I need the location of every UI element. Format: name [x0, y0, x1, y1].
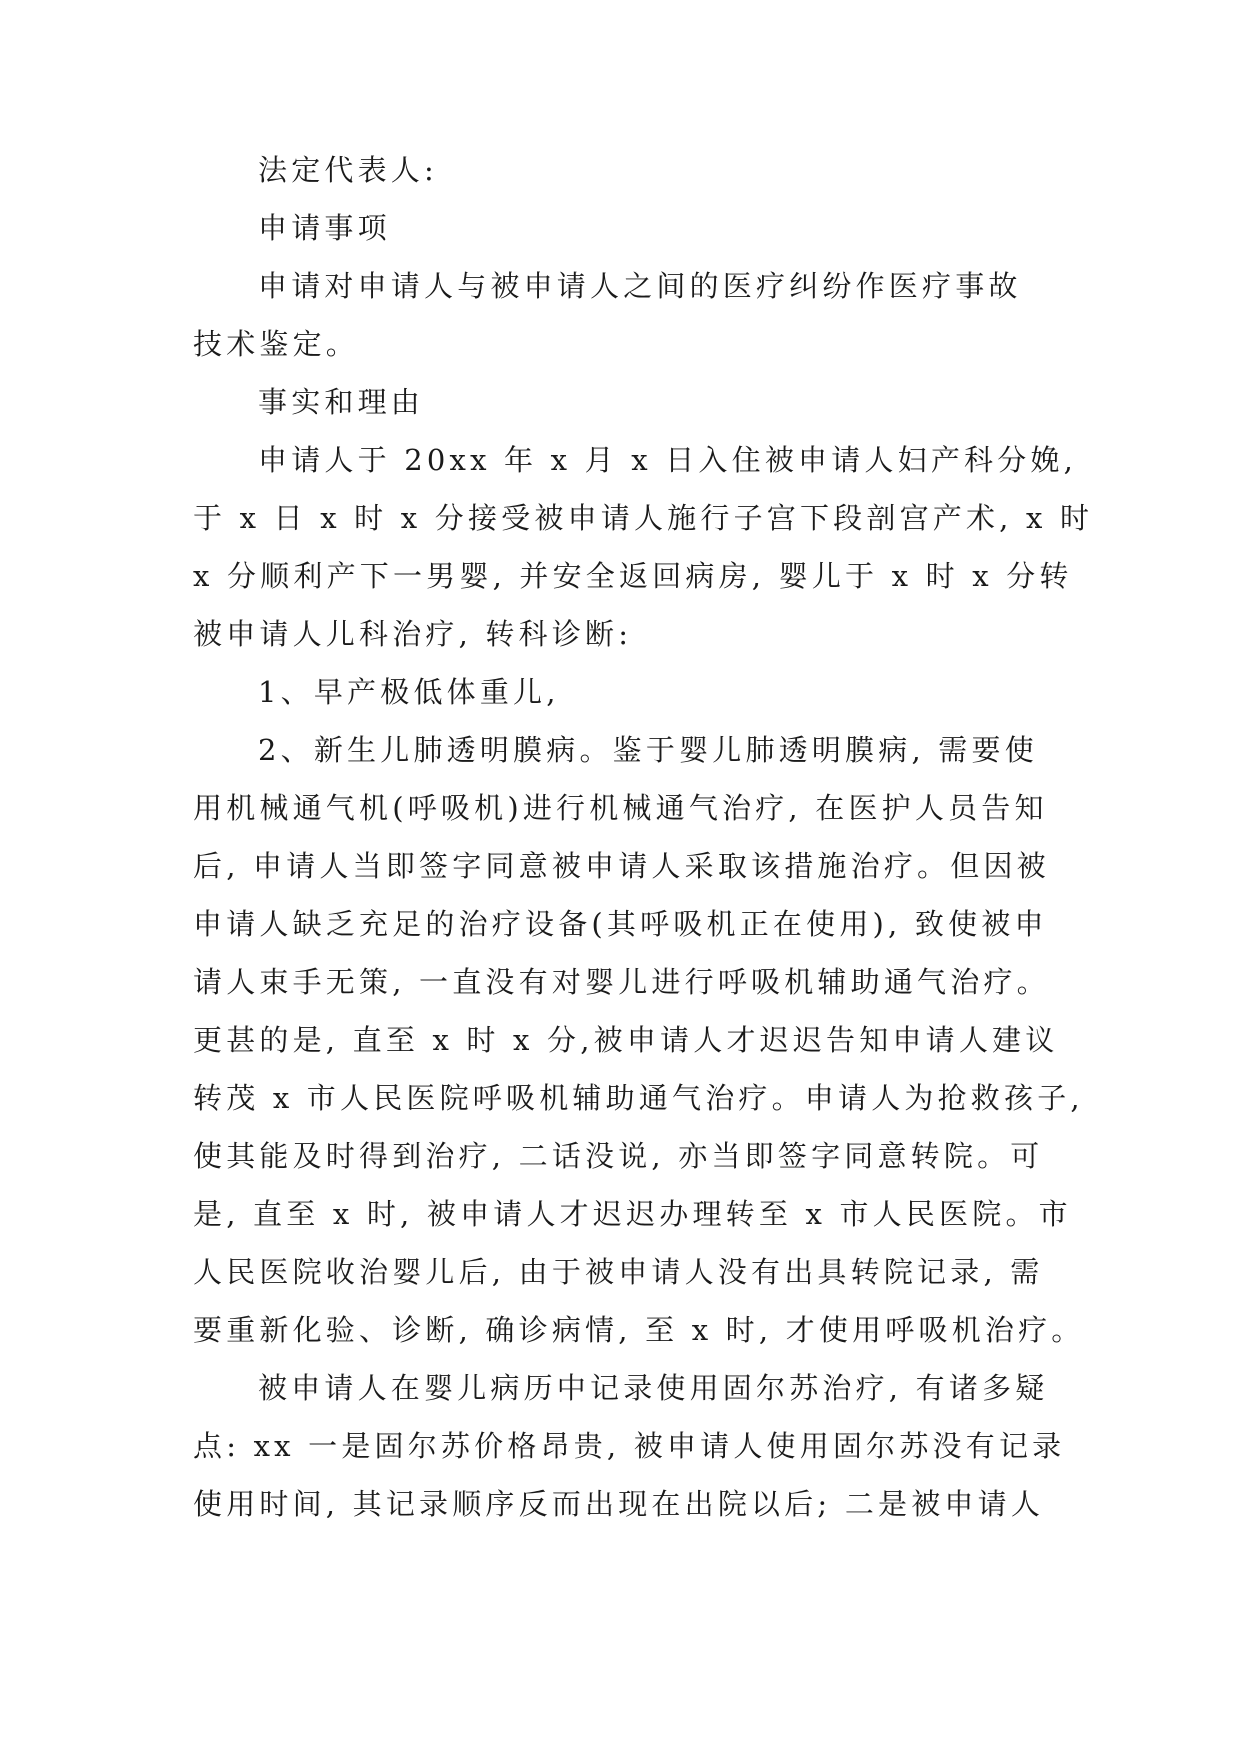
text-line: 人民医院收治婴儿后, 由于被申请人没有出具转院记录, 需 — [193, 1255, 1044, 1289]
text-line: 于 x 日 x 时 x 分接受被申请人施行子宫下段剖宫产术, x 时 — [193, 501, 1094, 535]
text-line: 是, 直至 x 时, 被申请人才迟迟办理转至 x 市人民医院。市 — [193, 1197, 1072, 1231]
text-line: 要重新化验、诊断, 确诊病情, 至 x 时, 才使用呼吸机治疗。 — [193, 1313, 1085, 1347]
text-line: 事实和理由 — [258, 385, 425, 419]
text-line: 后, 申请人当即签字同意被申请人采取该措施治疗。但因被 — [193, 849, 1050, 883]
text-line: 更甚的是, 直至 x 时 x 分,被申请人才迟迟告知申请人建议 — [193, 1023, 1059, 1057]
text-line: x 分顺利产下一男婴, 并安全返回病房, 婴儿于 x 时 x 分转 — [193, 559, 1073, 593]
text-line: 申请对申请人与被申请人之间的医疗纠纷作医疗事故 — [258, 269, 1022, 303]
text-line: 使其能及时得到治疗, 二话没说, 亦当即签字同意转院。可 — [193, 1139, 1044, 1173]
text-line: 技术鉴定。 — [193, 327, 360, 361]
text-line: 用机械通气机(呼吸机)进行机械通气治疗, 在医护人员告知 — [193, 791, 1048, 825]
text-line: 申请事项 — [258, 211, 391, 245]
text-line: 1、早产极低体重儿, — [258, 675, 560, 709]
text-line: 2、新生儿肺透明膜病。鉴于婴儿肺透明膜病, 需要使 — [258, 733, 1038, 767]
text-line: 申请人缺乏充足的治疗设备(其呼吸机正在使用), 致使被申 — [193, 907, 1048, 941]
text-line: 法定代表人: — [258, 153, 438, 187]
text-line: 请人束手无策, 一直没有对婴儿进行呼吸机辅助通气治疗。 — [193, 965, 1050, 999]
text-line: 被申请人在婴儿病历中记录使用固尔苏治疗, 有诸多疑 — [258, 1371, 1049, 1405]
text-line: 被申请人儿科治疗, 转科诊断: — [193, 617, 633, 651]
text-line: 使用时间, 其记录顺序反而出现在出院以后; 二是被申请人 — [193, 1487, 1045, 1521]
text-line: 点: xx 一是固尔苏价格昂贵, 被申请人使用固尔苏没有记录 — [193, 1429, 1066, 1463]
text-line: 转茂 x 市人民医院呼吸机辅助通气治疗。申请人为抢救孩子, — [193, 1081, 1084, 1115]
text-line: 申请人于 20xx 年 x 月 x 日入住被申请人妇产科分娩, — [258, 443, 1078, 477]
